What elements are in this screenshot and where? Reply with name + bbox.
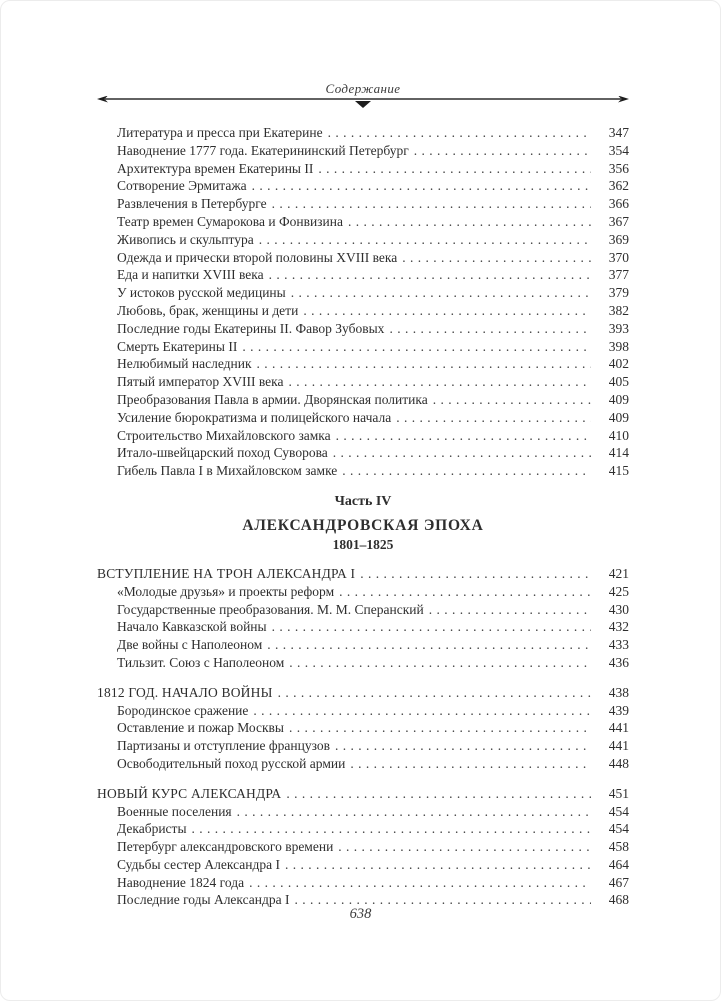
dot-leader — [249, 874, 591, 892]
toc-entry-title: Наводнение 1777 года. Екатерининский Петербург — [117, 142, 409, 158]
dot-leader — [242, 338, 591, 356]
toc-entry-row — [97, 124, 629, 142]
dot-leader — [396, 409, 591, 427]
dot-leader — [259, 231, 591, 249]
toc-entry-title: Освободительный поход русской армии — [117, 755, 346, 771]
dot-leader — [286, 785, 591, 803]
dot-leader — [289, 654, 591, 672]
toc-entry-page: 467 — [608, 874, 629, 890]
toc-entry-page: 415 — [608, 463, 629, 479]
toc-entry-page: 398 — [608, 338, 629, 354]
toc-entry-title: Еда и напитки XVIII века — [117, 267, 264, 283]
dot-leader — [237, 803, 591, 821]
toc-entry-row — [97, 427, 629, 445]
dot-leader — [402, 249, 591, 267]
toc-entry-row — [97, 302, 629, 320]
toc-entry-row — [97, 654, 629, 672]
toc-entry-title: Государственные преобразования. М. М. Сперанский — [117, 601, 424, 617]
toc-section-title: 1812 ГОД. НАЧАЛО ВОЙНЫ — [97, 684, 273, 700]
toc-entry-row — [97, 856, 629, 874]
dot-leader — [339, 583, 591, 601]
toc-entry-title: Живопись и скульптура — [117, 231, 254, 247]
toc-section-page: 421 — [608, 565, 629, 581]
toc-entry-page: 362 — [608, 178, 629, 194]
toc-entry-page: 377 — [608, 267, 629, 283]
page-content — [97, 81, 629, 909]
dot-leader — [338, 838, 591, 856]
toc-entry-page: 441 — [608, 738, 629, 754]
toc-entry-page: 370 — [608, 249, 629, 265]
toc-entry-page: 414 — [608, 445, 629, 461]
toc-entry-row — [97, 320, 629, 338]
toc-entry-title: Тильзит. Союз с Наполеоном — [117, 654, 285, 670]
toc-entry-page: 354 — [608, 142, 629, 158]
toc-section-entries — [97, 702, 629, 773]
toc-entry-row — [97, 737, 629, 755]
toc-entry-page: 436 — [608, 654, 629, 670]
toc-entry-page: 458 — [608, 839, 629, 855]
toc-entry-title: Театр времен Сумарокова и Фонвизина — [117, 213, 343, 229]
toc-entry-page: 432 — [608, 619, 629, 635]
toc-section-entries — [97, 583, 629, 672]
toc-entry-page: 393 — [608, 320, 629, 336]
toc-entry-page: 410 — [608, 427, 629, 443]
toc-entry-title: У истоков русской медицины — [117, 285, 286, 301]
dot-leader — [267, 636, 591, 654]
toc-entry-title: Гибель Павла I в Михайловском замке — [117, 463, 338, 479]
dot-leader — [348, 213, 591, 231]
part-years: 1801–1825 — [332, 536, 394, 552]
toc-entry-page: 405 — [608, 374, 629, 390]
toc-entry-row — [97, 338, 629, 356]
dot-leader — [257, 355, 591, 373]
toc-entry-row — [97, 719, 629, 737]
toc-entry-title: Оставление и пожар Москвы — [117, 720, 284, 736]
toc-entry-row — [97, 266, 629, 284]
toc-entry-row — [97, 195, 629, 213]
toc-entry-title: Наводнение 1824 года — [117, 874, 245, 890]
toc-section-2 — [97, 684, 629, 773]
part-heading — [97, 492, 629, 553]
toc-section-page: 438 — [608, 684, 629, 700]
dot-leader — [272, 195, 591, 213]
toc-entry-page: 454 — [608, 821, 629, 837]
toc-section-page: 451 — [608, 785, 629, 801]
toc-entry-row — [97, 702, 629, 720]
toc-entry-page: 430 — [608, 601, 629, 617]
ornamental-rule — [97, 96, 629, 109]
dot-leader — [252, 177, 591, 195]
dot-leader — [342, 462, 591, 480]
toc-entry-row — [97, 391, 629, 409]
toc-entry-page: 369 — [608, 231, 629, 247]
dot-leader — [269, 266, 591, 284]
toc-entry-row — [97, 820, 629, 838]
toc-section-3 — [97, 785, 629, 910]
dot-leader — [414, 142, 591, 160]
toc-entry-page: 454 — [608, 803, 629, 819]
dot-leader — [253, 702, 591, 720]
toc-entry-title: Одежда и прически второй половины XVIII века — [117, 249, 398, 265]
dot-leader — [291, 284, 591, 302]
dot-leader — [289, 719, 591, 737]
dot-leader — [389, 320, 591, 338]
toc-section-title: НОВЫЙ КУРС АЛЕКСАНДРА — [97, 785, 282, 801]
toc-intro-list — [97, 124, 629, 480]
toc-entry-page: 468 — [608, 892, 629, 908]
toc-entry-title: Строительство Михайловского замка — [117, 427, 331, 443]
toc-entry-row — [97, 409, 629, 427]
toc-entry-title: Начало Кавказской войны — [117, 619, 267, 635]
dot-leader — [272, 618, 591, 636]
running-head — [97, 81, 629, 109]
toc-entry-row — [97, 462, 629, 480]
toc-entry-page: 448 — [608, 755, 629, 771]
toc-entry-row — [97, 583, 629, 601]
toc-entry-page: 441 — [608, 720, 629, 736]
toc-section-heading-row — [97, 785, 629, 803]
toc-entry-row — [97, 618, 629, 636]
toc-entry-row — [97, 177, 629, 195]
toc-entry-page: 402 — [608, 356, 629, 372]
toc-entry-title: Судьбы сестер Александра I — [117, 856, 280, 872]
folio-page-number: 638 — [349, 906, 372, 922]
dot-leader — [303, 302, 591, 320]
part-label: Часть IV — [334, 493, 392, 509]
dot-leader — [336, 427, 591, 445]
toc-entry-title: Архитектура времен Екатерины II — [117, 160, 314, 176]
toc-entry-row — [97, 636, 629, 654]
toc-entry-page: 367 — [608, 213, 629, 229]
toc-entry-page: 439 — [608, 702, 629, 718]
toc-entry-page: 409 — [608, 391, 629, 407]
dot-leader — [285, 856, 591, 874]
toc-entry-title: Последние годы Екатерины II. Фавор Зубовых — [117, 320, 385, 336]
dot-leader — [429, 601, 591, 619]
dot-leader — [192, 820, 591, 838]
dot-leader — [335, 737, 591, 755]
toc-entry-title: Две войны с Наполеоном — [117, 637, 263, 653]
toc-entry-page: 464 — [608, 856, 629, 872]
toc-entry-row — [97, 755, 629, 773]
dot-leader — [360, 565, 591, 583]
toc-entry-title: Партизаны и отступление французов — [117, 738, 330, 754]
toc-entry-row — [97, 213, 629, 231]
toc-entry-row — [97, 874, 629, 892]
dot-leader — [350, 755, 591, 773]
toc-entry-title: Смерть Екатерины II — [117, 338, 238, 354]
toc-entry-title: Преобразования Павла в армии. Дворянская политика — [117, 391, 428, 407]
toc-entry-row — [97, 373, 629, 391]
toc-entry-page: 382 — [608, 302, 629, 318]
toc-entry-title: Пятый император XVIII века — [117, 374, 284, 390]
toc-entry-title: Любовь, брак, женщины и дети — [117, 302, 299, 318]
toc-entry-title: Усиление бюрократизма и полицейского начала — [117, 409, 392, 425]
toc-entry-page: 366 — [608, 196, 629, 212]
dot-leader — [318, 160, 591, 178]
toc-entry-title: Бородинское сражение — [117, 702, 249, 718]
toc-section-1 — [97, 565, 629, 672]
table-of-contents — [97, 124, 629, 909]
toc-section-heading-row — [97, 565, 629, 583]
dot-leader — [328, 124, 591, 142]
dot-leader — [289, 373, 592, 391]
toc-entry-row — [97, 284, 629, 302]
toc-entry-title: Развлечения в Петербурге — [117, 196, 267, 212]
dot-leader — [278, 684, 591, 702]
toc-entry-page: 425 — [608, 583, 629, 599]
toc-entry-row — [97, 142, 629, 160]
toc-entry-title: «Молодые друзья» и проекты реформ — [117, 583, 335, 599]
toc-entry-row — [97, 803, 629, 821]
toc-entry-page: 356 — [608, 160, 629, 176]
toc-entry-page: 409 — [608, 409, 629, 425]
toc-entry-row — [97, 838, 629, 856]
toc-entry-page: 433 — [608, 637, 629, 653]
toc-entry-page: 347 — [608, 125, 629, 140]
center-ornament-icon — [355, 101, 371, 108]
toc-entry-title: Литература и пресса при Екатерине — [117, 125, 323, 140]
toc-entry-title: Петербург александровского времени — [117, 839, 334, 855]
toc-entry-row — [97, 160, 629, 178]
toc-section-heading-row — [97, 684, 629, 702]
toc-entry-row — [97, 601, 629, 619]
toc-entry-title: Декабристы — [117, 821, 187, 837]
dot-leader — [333, 444, 591, 462]
toc-section-title: ВСТУПЛЕНИЕ НА ТРОН АЛЕКСАНДРА I — [97, 565, 356, 581]
toc-entry-row — [97, 231, 629, 249]
dot-leader — [433, 391, 591, 409]
toc-entry-row — [97, 355, 629, 373]
toc-entry-row — [97, 249, 629, 267]
toc-entry-title: Нелюбимый наследник — [117, 356, 252, 372]
toc-section-entries — [97, 803, 629, 910]
toc-entry-title: Итало-швейцарский поход Суворова — [117, 445, 328, 461]
toc-entry-row — [97, 444, 629, 462]
running-head-title: Содержание — [325, 81, 401, 96]
toc-entry-title: Военные поселения — [117, 803, 232, 819]
part-title: АЛЕКСАНДРОВСКАЯ ЭПОХА — [242, 516, 484, 534]
toc-entry-title: Последние годы Александра I — [117, 892, 290, 908]
toc-entry-page: 379 — [608, 285, 629, 301]
toc-entry-title: Сотворение Эрмитажа — [117, 178, 247, 194]
